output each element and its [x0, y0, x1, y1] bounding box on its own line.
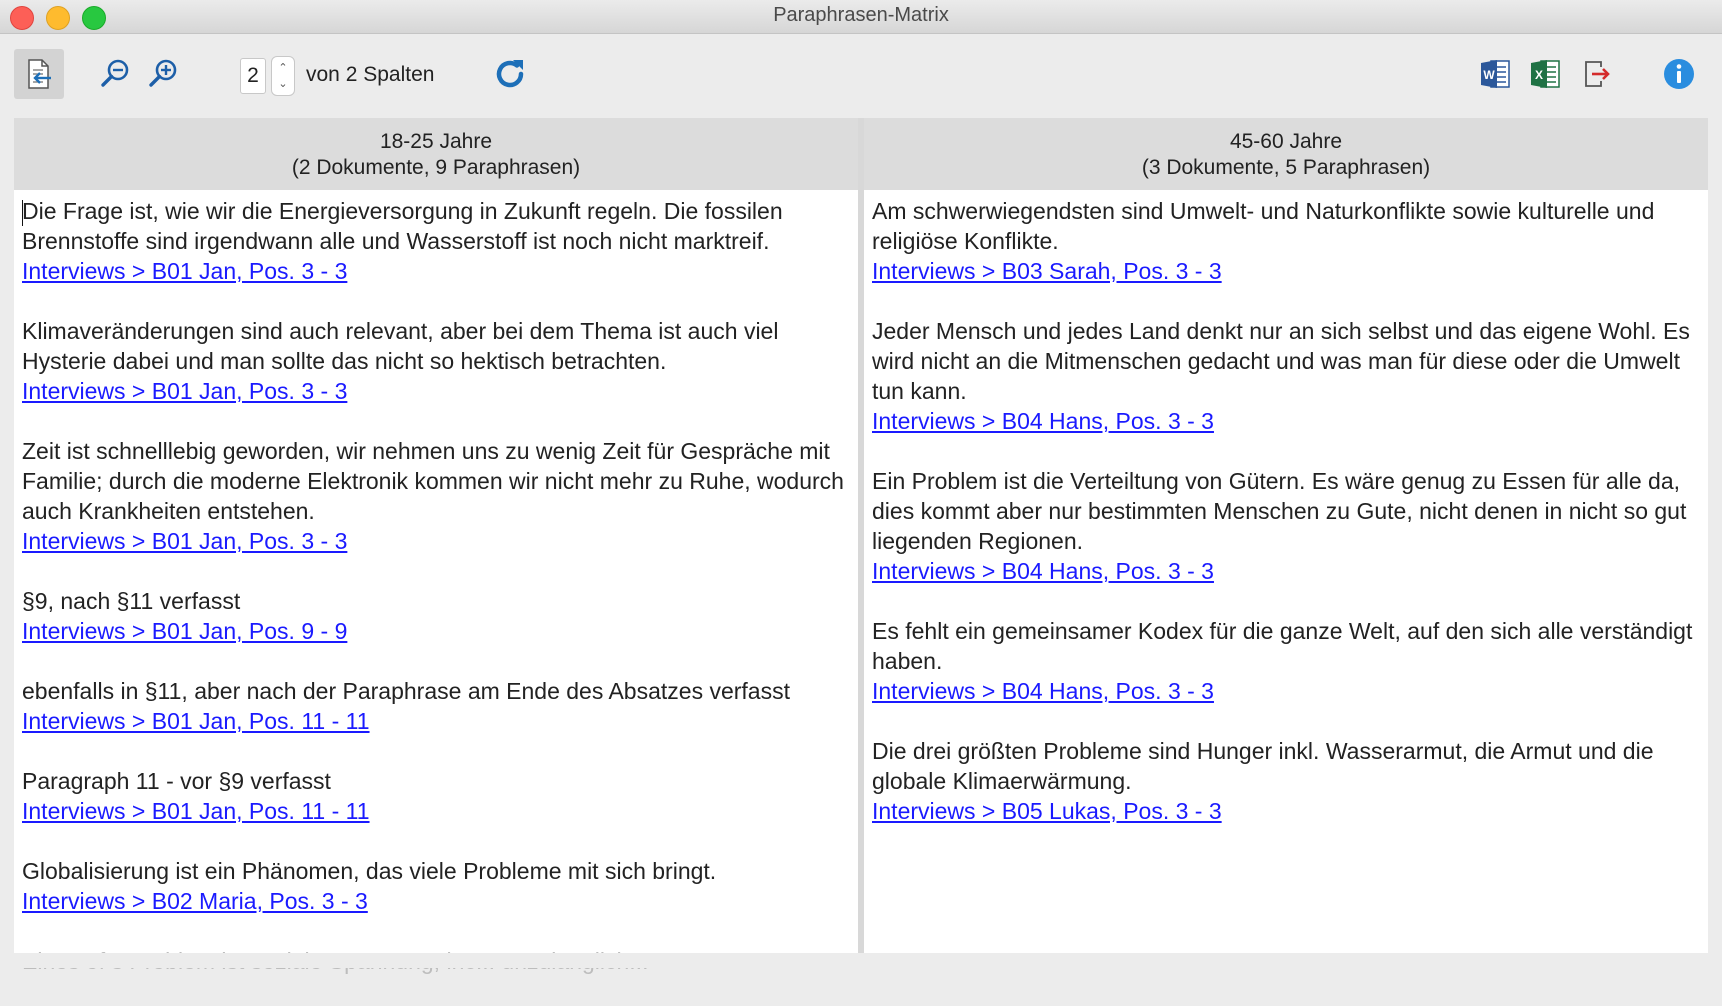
paraphrase-entry [872, 616, 1700, 706]
zoom-in-icon [147, 58, 179, 90]
paraphrase-text[interactable]: Klimaveränderungen sind auch relevant, aber bei dem Thema ist auch viel Hysterie dabei und man sollte das nicht so hektisch betrachten. [22, 318, 779, 374]
svg-text:X: X [1534, 68, 1544, 82]
source-link[interactable]: Interviews > B01 Jan, Pos. 3 - 3 [22, 528, 348, 554]
source-link[interactable]: Interviews > B05 Lukas, Pos. 3 - 3 [872, 798, 1222, 824]
info-icon [1662, 57, 1696, 91]
zoom-out-icon [99, 58, 131, 90]
matrix-column-left [14, 118, 858, 953]
source-link[interactable]: Interviews > B04 Hans, Pos. 3 - 3 [872, 408, 1214, 434]
source-link[interactable]: Interviews > B02 Maria, Pos. 3 - 3 [22, 888, 368, 914]
paraphrase-text[interactable]: Am schwerwiegendsten sind Umwelt- und Naturkonflikte sowie kulturelle und religiöse Konflikte. [872, 198, 1655, 254]
source-link[interactable]: Interviews > B01 Jan, Pos. 11 - 11 [22, 708, 370, 734]
paraphrase-list [872, 196, 1700, 856]
export-document-button[interactable] [14, 49, 64, 99]
paraphrase-text[interactable]: Globalisierung ist ein Phänomen, das viele Probleme mit sich bringt. [22, 858, 717, 884]
source-link[interactable]: Interviews > B03 Sarah, Pos. 3 - 3 [872, 258, 1222, 284]
source-link[interactable]: Interviews > B01 Jan, Pos. 3 - 3 [22, 378, 348, 404]
export-arrow-icon [1581, 58, 1613, 90]
column-subtitle: (2 Dokumente, 9 Paraphrasen) [291, 156, 581, 179]
paraphrase-entry [22, 316, 850, 406]
chevron-down-icon[interactable]: ⌄ [278, 78, 288, 90]
paraphrase-text[interactable]: Jeder Mensch und jedes Land denkt nur an sich selbst und das eigene Wohl. Es wird nicht an die Mitmenschen gedacht und was man für diese oder die Umwelt tun kann. [872, 318, 1690, 404]
paraphrase-list [22, 196, 850, 1006]
export-word-button[interactable] [1470, 49, 1520, 99]
zoom-in-button[interactable] [138, 49, 188, 99]
info-button[interactable] [1654, 49, 1704, 99]
window-bottom-edge [0, 953, 1722, 968]
document-export-icon [24, 58, 54, 90]
zoom-out-button[interactable] [90, 49, 140, 99]
refresh-icon [492, 56, 528, 92]
columns-count-input[interactable]: 2 [240, 58, 266, 94]
paraphrase-text[interactable]: Die Frage ist, wie wir die Energieversorgung in Zukunft regeln. Die fossilen Brennstoffe sind irgendwann alle und Wasserstoff ist noch nicht marktreif. [22, 198, 783, 254]
column-header[interactable] [864, 118, 1708, 190]
paraphrase-text[interactable]: Ein Problem ist die Verteiltung von Gütern. Es wäre genug zu Essen für alle da, dies kommt aber nur bestimmten Menschen zu Gute, nicht denen in nicht so gut liegenden Regionen. [872, 468, 1687, 554]
svg-text:W: W [1483, 68, 1495, 82]
paraphrase-entry [872, 466, 1700, 586]
column-title: 45-60 Jahre [1229, 130, 1343, 153]
paraphrase-entry [872, 196, 1700, 286]
column-subtitle: (3 Dokumente, 5 Paraphrasen) [1141, 156, 1431, 179]
excel-icon [1529, 58, 1561, 90]
source-link[interactable]: Interviews > B01 Jan, Pos. 11 - 11 [22, 798, 370, 824]
paraphrase-entry [872, 736, 1700, 826]
paraphrase-text[interactable]: ebenfalls in §11, aber nach der Paraphrase am Ende des Absatzes verfasst [22, 678, 790, 704]
columns-label: von 2 Spalten [306, 63, 435, 86]
paraphrase-entry [22, 766, 850, 826]
column-header[interactable] [14, 118, 858, 190]
paraphrase-entry [22, 856, 850, 916]
export-file-button[interactable] [1572, 49, 1622, 99]
toolbar [0, 34, 1722, 116]
column-title: 18-25 Jahre [379, 130, 493, 153]
window-title: Paraphrasen-Matrix [773, 4, 949, 26]
refresh-button[interactable] [485, 49, 535, 99]
paraphrase-entry [22, 436, 850, 556]
chevron-up-icon[interactable]: ⌃ [278, 62, 288, 74]
matrix-column-right [864, 118, 1708, 953]
paraphrase-text[interactable]: §9, nach §11 verfasst [22, 588, 241, 614]
paraphrase-entry [22, 676, 850, 736]
source-link[interactable]: Interviews > B01 Jan, Pos. 3 - 3 [22, 258, 348, 284]
paraphrase-text[interactable]: Die drei größten Probleme sind Hunger inkl. Wasserarmut, die Armut und die globale Klimaerwärmung. [872, 738, 1654, 794]
paraphrase-text[interactable]: Es fehlt ein gemeinsamer Kodex für die ganze Welt, auf den sich alle verständigt haben. [872, 618, 1693, 674]
columns-stepper[interactable] [271, 56, 295, 96]
title-bar [0, 0, 1722, 34]
paraphrase-entry [22, 196, 850, 286]
paraphrase-text[interactable]: Paragraph 11 - vor §9 verfasst [22, 768, 331, 794]
source-link[interactable]: Interviews > B04 Hans, Pos. 3 - 3 [872, 558, 1214, 584]
paraphrase-entry [22, 586, 850, 646]
source-link[interactable]: Interviews > B01 Jan, Pos. 9 - 9 [22, 618, 348, 644]
source-link[interactable]: Interviews > B04 Hans, Pos. 3 - 3 [872, 678, 1214, 704]
paraphrase-text[interactable]: Zeit ist schnelllebig geworden, wir nehmen uns zu wenig Zeit für Gespräche mit Familie; durch die moderne Elektronik kommen wir nicht mehr zu Ruhe, wodurch auch Krankheiten entstehen. [22, 438, 844, 524]
word-icon [1479, 58, 1511, 90]
export-excel-button[interactable] [1520, 49, 1570, 99]
paraphrase-entry [872, 316, 1700, 436]
